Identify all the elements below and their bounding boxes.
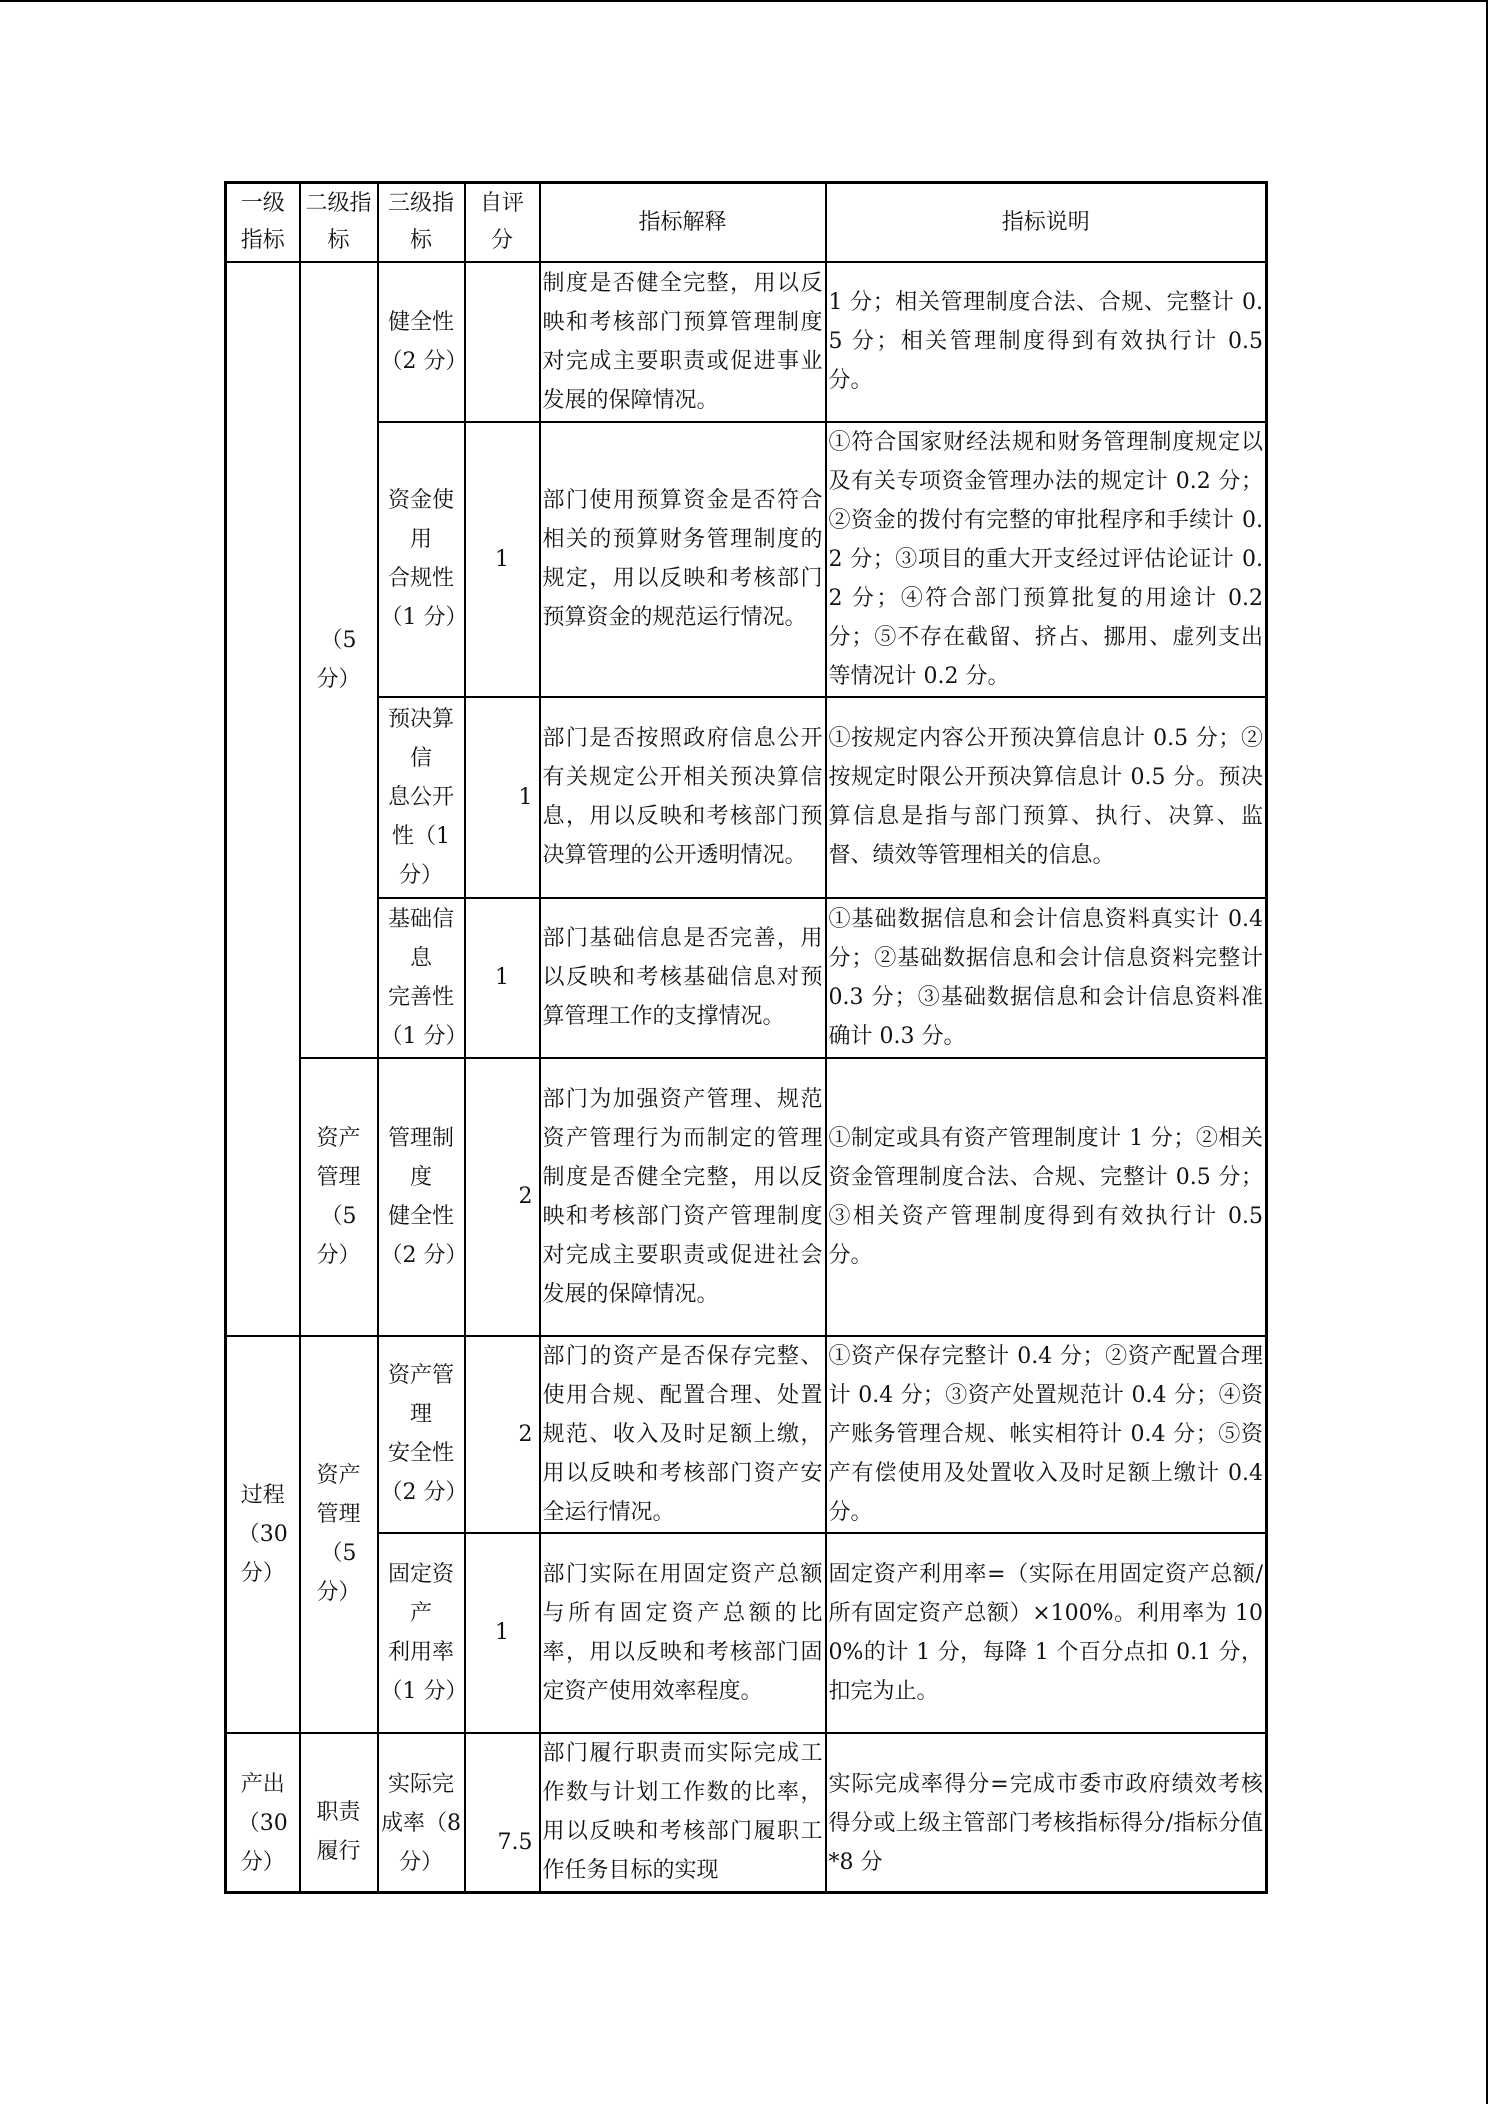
level1-cell: 产出 （30 分） (226, 1733, 300, 1893)
level1-cell: 过程 （30 分） (226, 1336, 300, 1733)
self-score-cell: 1 (465, 422, 540, 697)
table-row (226, 262, 1267, 422)
level3-cell: 资金使 用 合规性 （1 分） (378, 422, 465, 697)
level2-cell: 资产 管理 （5 分） (300, 1058, 378, 1336)
self-score-cell: 7.5 (465, 1733, 540, 1893)
table-row (226, 422, 1267, 697)
top-border-line (0, 0, 1488, 2)
header-explanation: 指标解释 (540, 183, 826, 262)
explanation-cell: 部门使用预算资金是否符合相关的预算财务管理制度的规定，用以反映和考核部门预算资金的规范运行情况。 (540, 422, 826, 697)
level1-cell-empty (226, 262, 300, 1336)
description-cell: 1 分；相关管理制度合法、合规、完整计 0.5 分；相关管理制度得到有效执行计 0.5 分。 (826, 262, 1267, 422)
description-cell: ①基础数据信息和会计信息资料真实计 0.4 分；②基础数据信息和会计信息资料完整计 0.3 分；③基础数据信息和会计信息资料准确计 0.3 分。 (826, 898, 1267, 1058)
self-score-cell: 1 (465, 1533, 540, 1733)
explanation-cell: 部门实际在用固定资产总额与所有固定资产总额的比率，用以反映和考核部门固定资产使用效率程度。 (540, 1533, 826, 1733)
self-score-cell (465, 262, 540, 422)
self-score-cell: 1 (465, 697, 540, 898)
self-score-cell: 1 (465, 898, 540, 1058)
table-header-row (226, 183, 1267, 262)
description-cell: 实际完成率得分=完成市委市政府绩效考核得分或上级主管部门考核指标得分/指标分值*8 分 (826, 1733, 1267, 1893)
description-cell: ①按规定内容公开预决算信息计 0.5 分；②按规定时限公开预决算信息计 0.5 分。预决算信息是指与部门预算、执行、决算、监督、绩效等管理相关的信息。 (826, 697, 1267, 898)
table-row (226, 1733, 1267, 1893)
header-level1: 一级 指标 (226, 183, 300, 262)
self-score-cell: 2 (465, 1336, 540, 1533)
level3-cell: 实际完 成率（8 分） (378, 1733, 465, 1893)
explanation-cell: 部门为加强资产管理、规范资产管理行为而制定的管理制度是否健全完整，用以反映和考核部门资产管理制度对完成主要职责或促进社会发展的保障情况。 (540, 1058, 826, 1336)
description-cell: ①资产保存完整计 0.4 分；②资产配置合理计 0.4 分；③资产处置规范计 0.4 分；④资产账务管理合规、帐实相符计 0.4 分；⑤资产有偿使用及处置收入及时足额上缴计 0.4 分。 (826, 1336, 1267, 1533)
table-row (226, 1533, 1267, 1733)
level2-cell: （5 分） (300, 262, 378, 1058)
description-cell: ①制定或具有资产管理制度计 1 分；②相关资金管理制度合法、合规、完整计 0.5 分；③相关资产管理制度得到有效执行计 0.5 分。 (826, 1058, 1267, 1336)
explanation-cell: 部门履行职责而实际完成工作数与计划工作数的比率，用以反映和考核部门履职工作任务目标的实现 (540, 1733, 826, 1893)
self-score-cell: 2 (465, 1058, 540, 1336)
explanation-cell: 部门的资产是否保存完整、使用合规、配置合理、处置规范、收入及时足额上缴，用以反映和考核部门资产安全运行情况。 (540, 1336, 826, 1533)
level3-cell: 健全性 （2 分） (378, 262, 465, 422)
level2-cell: 资产 管理 （5 分） (300, 1336, 378, 1733)
level3-cell: 管理制 度 健全性 （2 分） (378, 1058, 465, 1336)
performance-evaluation-table (224, 181, 1268, 1894)
explanation-cell: 部门基础信息是否完善，用以反映和考核基础信息对预算管理工作的支撑情况。 (540, 898, 826, 1058)
description-cell: ①符合国家财经法规和财务管理制度规定以及有关专项资金管理办法的规定计 0.2 分；②资金的拨付有完整的审批程序和手续计 0.2 分；③项目的重大开支经过评估论证计 0.2 分；④符合部门预算批复的用途计 0.2 分；⑤不存在截留、挤占、挪用、虚列支出等情况计 0.2 分。 (826, 422, 1267, 697)
header-level3: 三级指 标 (378, 183, 465, 262)
description-cell: 固定资产利用率=（实际在用固定资产总额/所有固定资产总额）×100%。利用率为 100%的计 1 分，每降 1 个百分点扣 0.1 分，扣完为止。 (826, 1533, 1267, 1733)
level3-cell: 资产管 理 安全性 （2 分） (378, 1336, 465, 1533)
explanation-cell: 部门是否按照政府信息公开有关规定公开相关预决算信息，用以反映和考核部门预决算管理的公开透明情况。 (540, 697, 826, 898)
level3-cell: 基础信 息 完善性 （1 分） (378, 898, 465, 1058)
level2-cell: 职责 履行 (300, 1733, 378, 1893)
table-row (226, 697, 1267, 898)
table-row (226, 1336, 1267, 1533)
level3-cell: 固定资 产 利用率 （1 分） (378, 1533, 465, 1733)
level3-cell: 预决算 信 息公开 性（1 分） (378, 697, 465, 898)
explanation-cell: 制度是否健全完整，用以反映和考核部门预算管理制度对完成主要职责或促进事业发展的保障情况。 (540, 262, 826, 422)
header-self-score: 自评 分 (465, 183, 540, 262)
header-description: 指标说明 (826, 183, 1267, 262)
table-row (226, 898, 1267, 1058)
table-row (226, 1058, 1267, 1336)
header-level2: 二级指 标 (300, 183, 378, 262)
